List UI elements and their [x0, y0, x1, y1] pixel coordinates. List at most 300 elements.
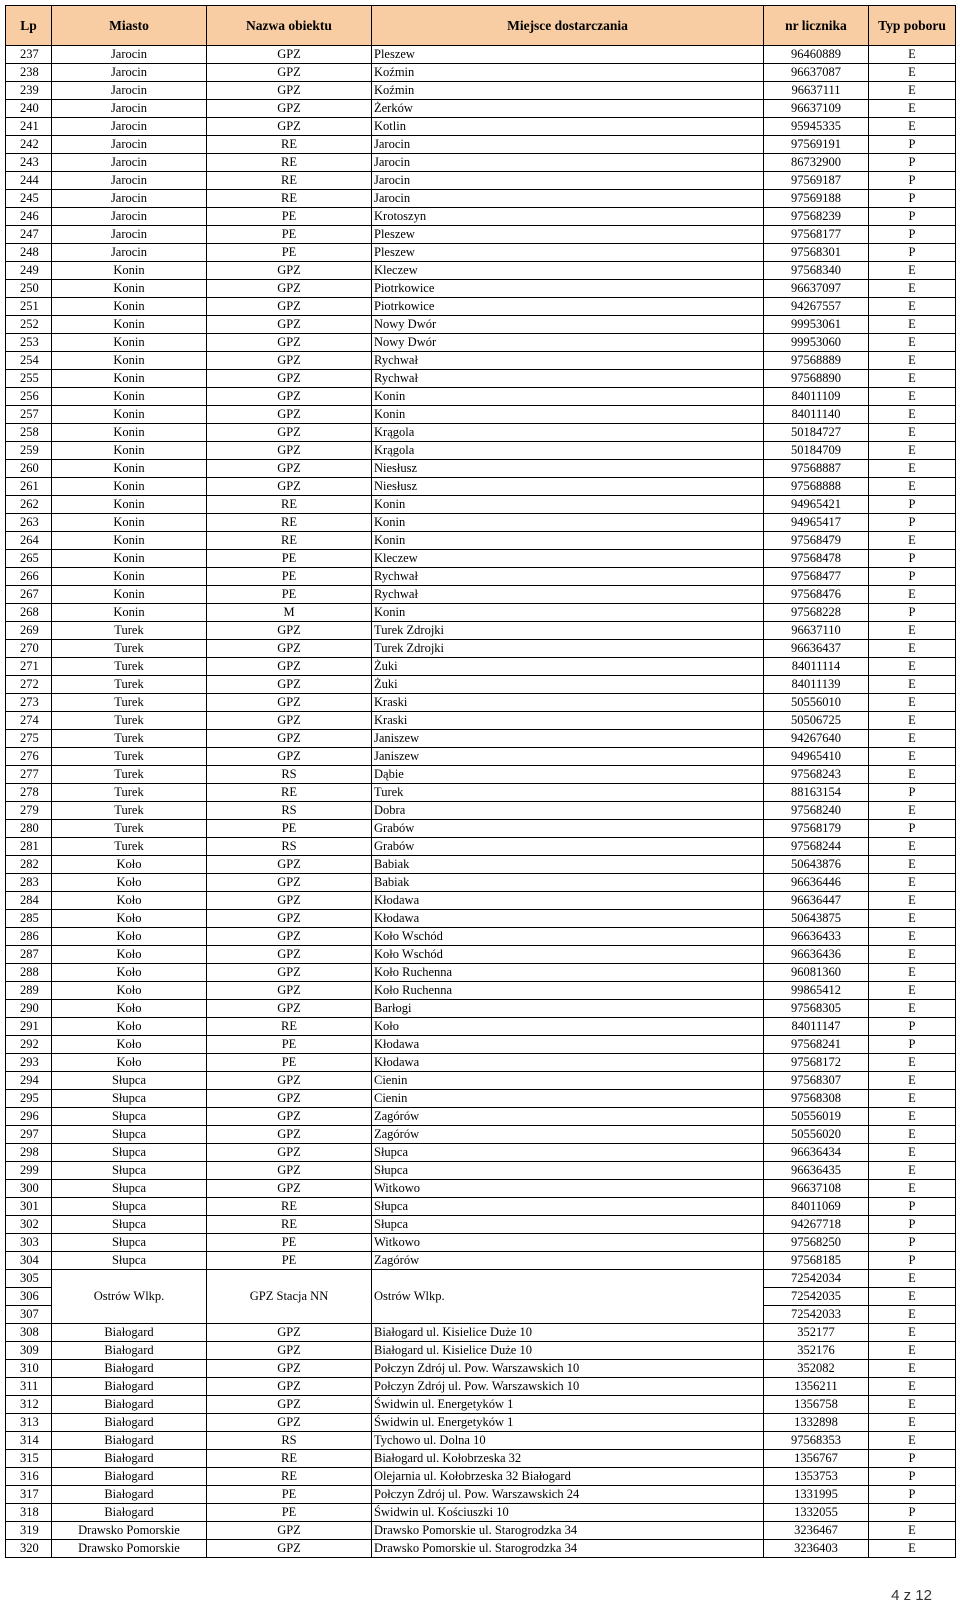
cell-nr-licznika: 97568308 [764, 1090, 869, 1108]
cell-miasto: Konin [52, 280, 207, 298]
cell-lp: 261 [6, 478, 52, 496]
cell-miasto: Słupca [52, 1198, 207, 1216]
cell-typ-poboru: P [869, 568, 956, 586]
cell-nr-licznika: 97568477 [764, 568, 869, 586]
cell-miejsce-dostarczania: Słupca [372, 1198, 764, 1216]
cell-miejsce-dostarczania: Koźmin [372, 82, 764, 100]
cell-nr-licznika: 97568172 [764, 1054, 869, 1072]
cell-lp: 247 [6, 226, 52, 244]
cell-nazwa-obiektu: GPZ [207, 118, 372, 136]
cell-miejsce-dostarczania: Słupca [372, 1216, 764, 1234]
cell-nazwa-obiektu: GPZ [207, 388, 372, 406]
cell-lp: 250 [6, 280, 52, 298]
cell-miejsce-dostarczania: Kłodawa [372, 1054, 764, 1072]
cell-lp: 310 [6, 1360, 52, 1378]
cell-nr-licznika: 97568301 [764, 244, 869, 262]
cell-typ-poboru: E [869, 370, 956, 388]
cell-typ-poboru: E [869, 694, 956, 712]
cell-nr-licznika: 99953061 [764, 316, 869, 334]
table-row [6, 244, 956, 262]
cell-miasto: Słupca [52, 1072, 207, 1090]
table-row [6, 1054, 956, 1072]
cell-miejsce-dostarczania: Żuki [372, 658, 764, 676]
cell-nr-licznika: 97568250 [764, 1234, 869, 1252]
cell-miejsce-dostarczania: Tychowo ul. Dolna 10 [372, 1432, 764, 1450]
cell-miejsce-dostarczania: Piotrkowice [372, 280, 764, 298]
cell-lp: 304 [6, 1252, 52, 1270]
cell-lp: 267 [6, 586, 52, 604]
cell-lp: 312 [6, 1396, 52, 1414]
cell-typ-poboru: E [869, 676, 956, 694]
cell-miasto: Koło [52, 964, 207, 982]
cell-miejsce-dostarczania: Słupca [372, 1162, 764, 1180]
cell-typ-poboru: E [869, 1090, 956, 1108]
cell-miasto: Drawsko Pomorskie [52, 1522, 207, 1540]
cell-miejsce-dostarczania: Rychwał [372, 352, 764, 370]
table-row [6, 370, 956, 388]
cell-miasto: Koło [52, 856, 207, 874]
cell-nr-licznika: 96636435 [764, 1162, 869, 1180]
table-row [6, 118, 956, 136]
header-lp: Lp [6, 6, 52, 46]
cell-miasto: Konin [52, 388, 207, 406]
header-miejsce-dostarczania: Miejsce dostarczania [372, 6, 764, 46]
table-row [6, 460, 956, 478]
table-row [6, 1000, 956, 1018]
cell-nr-licznika: 3236467 [764, 1522, 869, 1540]
cell-typ-poboru: E [869, 1414, 956, 1432]
cell-miejsce-dostarczania: Turek Zdrojki [372, 622, 764, 640]
cell-typ-poboru: P [869, 1018, 956, 1036]
cell-typ-poboru: E [869, 1054, 956, 1072]
table-row [6, 1342, 956, 1360]
cell-miejsce-dostarczania: Pleszew [372, 226, 764, 244]
table-row [6, 694, 956, 712]
cell-typ-poboru: P [869, 1198, 956, 1216]
cell-nazwa-obiektu: PE [207, 1504, 372, 1522]
cell-nazwa-obiektu: GPZ [207, 1342, 372, 1360]
cell-typ-poboru: P [869, 154, 956, 172]
cell-lp: 264 [6, 532, 52, 550]
cell-miejsce-dostarczania: Połczyn Zdrój ul. Pow. Warszawskich 10 [372, 1378, 764, 1396]
table-row [6, 1162, 956, 1180]
table-row [6, 226, 956, 244]
cell-typ-poboru: P [869, 136, 956, 154]
table-row [6, 1360, 956, 1378]
cell-nr-licznika: 50556010 [764, 694, 869, 712]
table-row [6, 766, 956, 784]
cell-typ-poboru: P [869, 514, 956, 532]
cell-miejsce-dostarczania: Koło Ruchenna [372, 982, 764, 1000]
cell-miasto: Turek [52, 820, 207, 838]
table-row [6, 424, 956, 442]
cell-miejsce-dostarczania: Żerków [372, 100, 764, 118]
cell-nazwa-obiektu: PE [207, 244, 372, 262]
cell-nazwa-obiektu: GPZ Stacja NN [207, 1270, 372, 1324]
cell-miejsce-dostarczania: Zagórów [372, 1252, 764, 1270]
table-row [6, 712, 956, 730]
cell-typ-poboru: P [869, 604, 956, 622]
cell-lp: 274 [6, 712, 52, 730]
cell-lp: 287 [6, 946, 52, 964]
cell-miejsce-dostarczania: Olejarnia ul. Kołobrzeska 32 Białogard [372, 1468, 764, 1486]
table-header [6, 6, 956, 46]
cell-lp: 309 [6, 1342, 52, 1360]
table-row [6, 442, 956, 460]
cell-miasto: Białogard [52, 1360, 207, 1378]
cell-miejsce-dostarczania: Janiszew [372, 748, 764, 766]
cell-lp: 286 [6, 928, 52, 946]
cell-nazwa-obiektu: GPZ [207, 964, 372, 982]
cell-nazwa-obiektu: RS [207, 766, 372, 784]
table-row [6, 1270, 956, 1288]
cell-nazwa-obiektu: GPZ [207, 730, 372, 748]
cell-lp: 290 [6, 1000, 52, 1018]
cell-lp: 258 [6, 424, 52, 442]
cell-miejsce-dostarczania: Kraski [372, 712, 764, 730]
cell-miejsce-dostarczania: Nowy Dwór [372, 334, 764, 352]
table-row [6, 946, 956, 964]
cell-lp: 300 [6, 1180, 52, 1198]
cell-nazwa-obiektu: GPZ [207, 1324, 372, 1342]
cell-miasto: Jarocin [52, 208, 207, 226]
cell-nazwa-obiektu: GPZ [207, 856, 372, 874]
table-row [6, 1216, 956, 1234]
table-row [6, 604, 956, 622]
cell-nr-licznika: 1331995 [764, 1486, 869, 1504]
table-row [6, 1018, 956, 1036]
cell-nazwa-obiektu: PE [207, 226, 372, 244]
cell-typ-poboru: E [869, 532, 956, 550]
cell-nr-licznika: 50643876 [764, 856, 869, 874]
cell-lp: 291 [6, 1018, 52, 1036]
cell-miasto: Koło [52, 910, 207, 928]
cell-nazwa-obiektu: GPZ [207, 1180, 372, 1198]
table-row [6, 388, 956, 406]
cell-typ-poboru: E [869, 352, 956, 370]
cell-nazwa-obiektu: GPZ [207, 1360, 372, 1378]
cell-lp: 273 [6, 694, 52, 712]
table-row [6, 1486, 956, 1504]
cell-lp: 282 [6, 856, 52, 874]
table-row [6, 820, 956, 838]
cell-lp: 272 [6, 676, 52, 694]
cell-nr-licznika: 96636434 [764, 1144, 869, 1162]
cell-typ-poboru: E [869, 910, 956, 928]
cell-nazwa-obiektu: GPZ [207, 928, 372, 946]
cell-typ-poboru: P [869, 190, 956, 208]
cell-typ-poboru: E [869, 928, 956, 946]
cell-typ-poboru: P [869, 1468, 956, 1486]
cell-lp: 299 [6, 1162, 52, 1180]
table-row [6, 82, 956, 100]
table-row [6, 406, 956, 424]
cell-nr-licznika: 97568185 [764, 1252, 869, 1270]
cell-miejsce-dostarczania: Połczyn Zdrój ul. Pow. Warszawskich 24 [372, 1486, 764, 1504]
cell-miejsce-dostarczania: Kleczew [372, 550, 764, 568]
cell-nazwa-obiektu: PE [207, 586, 372, 604]
cell-nr-licznika: 96637111 [764, 82, 869, 100]
cell-typ-poboru: P [869, 172, 956, 190]
cell-miasto: Słupca [52, 1216, 207, 1234]
cell-miejsce-dostarczania: Krągola [372, 442, 764, 460]
cell-miasto: Turek [52, 658, 207, 676]
cell-miejsce-dostarczania: Niesłusz [372, 478, 764, 496]
cell-miasto: Jarocin [52, 154, 207, 172]
cell-typ-poboru: P [869, 226, 956, 244]
table-row [6, 1432, 956, 1450]
cell-nr-licznika: 94965410 [764, 748, 869, 766]
cell-miasto: Białogard [52, 1450, 207, 1468]
cell-miejsce-dostarczania: Rychwał [372, 370, 764, 388]
cell-typ-poboru: P [869, 550, 956, 568]
cell-miasto: Konin [52, 478, 207, 496]
cell-typ-poboru: E [869, 1522, 956, 1540]
cell-miasto: Koło [52, 1036, 207, 1054]
cell-typ-poboru: E [869, 1000, 956, 1018]
cell-nr-licznika: 97568244 [764, 838, 869, 856]
cell-miejsce-dostarczania: Witkowo [372, 1180, 764, 1198]
cell-typ-poboru: E [869, 1072, 956, 1090]
cell-nr-licznika: 97568478 [764, 550, 869, 568]
cell-typ-poboru: E [869, 982, 956, 1000]
table-row [6, 136, 956, 154]
cell-miejsce-dostarczania: Kłodawa [372, 1036, 764, 1054]
table-row [6, 964, 956, 982]
cell-nazwa-obiektu: PE [207, 550, 372, 568]
table-row [6, 1378, 956, 1396]
cell-typ-poboru: P [869, 1504, 956, 1522]
table-row [6, 154, 956, 172]
cell-nr-licznika: 96637109 [764, 100, 869, 118]
cell-typ-poboru: E [869, 1144, 956, 1162]
cell-miasto: Turek [52, 676, 207, 694]
table-row [6, 190, 956, 208]
table-row [6, 586, 956, 604]
cell-nazwa-obiektu: GPZ [207, 622, 372, 640]
cell-nazwa-obiektu: GPZ [207, 1396, 372, 1414]
cell-typ-poboru: E [869, 1396, 956, 1414]
cell-lp: 306 [6, 1288, 52, 1306]
cell-miasto: Białogard [52, 1342, 207, 1360]
cell-miejsce-dostarczania: Koło Wschód [372, 928, 764, 946]
cell-lp: 296 [6, 1108, 52, 1126]
cell-nazwa-obiektu: GPZ [207, 1126, 372, 1144]
cell-nr-licznika: 84011114 [764, 658, 869, 676]
cell-nazwa-obiektu: GPZ [207, 712, 372, 730]
cell-miejsce-dostarczania: Konin [372, 406, 764, 424]
cell-nr-licznika: 97569187 [764, 172, 869, 190]
cell-miejsce-dostarczania: Krotoszyn [372, 208, 764, 226]
cell-typ-poboru: E [869, 442, 956, 460]
cell-miasto: Jarocin [52, 244, 207, 262]
cell-nr-licznika: 72542033 [764, 1306, 869, 1324]
cell-nr-licznika: 99953060 [764, 334, 869, 352]
cell-lp: 284 [6, 892, 52, 910]
cell-miasto: Turek [52, 694, 207, 712]
cell-nazwa-obiektu: RE [207, 1216, 372, 1234]
table-row [6, 982, 956, 1000]
cell-miejsce-dostarczania: Rychwał [372, 568, 764, 586]
cell-nr-licznika: 96636437 [764, 640, 869, 658]
cell-lp: 255 [6, 370, 52, 388]
cell-typ-poboru: E [869, 406, 956, 424]
table-row [6, 334, 956, 352]
cell-lp: 293 [6, 1054, 52, 1072]
cell-miasto: Słupca [52, 1162, 207, 1180]
cell-lp: 254 [6, 352, 52, 370]
cell-nr-licznika: 352082 [764, 1360, 869, 1378]
cell-miasto: Koło [52, 1054, 207, 1072]
cell-miasto: Konin [52, 370, 207, 388]
cell-nr-licznika: 97568887 [764, 460, 869, 478]
header-nazwa-obiektu: Nazwa obiektu [207, 6, 372, 46]
cell-miejsce-dostarczania: Jarocin [372, 172, 764, 190]
cell-miasto: Drawsko Pomorskie [52, 1540, 207, 1558]
cell-miasto: Konin [52, 514, 207, 532]
cell-miejsce-dostarczania: Rychwał [372, 586, 764, 604]
cell-typ-poboru: E [869, 1108, 956, 1126]
table-row [6, 1414, 956, 1432]
table-row [6, 316, 956, 334]
table-row [6, 622, 956, 640]
cell-miejsce-dostarczania: Barłogi [372, 1000, 764, 1018]
cell-nazwa-obiektu: RS [207, 838, 372, 856]
cell-nr-licznika: 84011139 [764, 676, 869, 694]
cell-miejsce-dostarczania: Pleszew [372, 244, 764, 262]
table-row [6, 46, 956, 64]
cell-miasto: Białogard [52, 1486, 207, 1504]
cell-typ-poboru: E [869, 280, 956, 298]
table-row [6, 640, 956, 658]
cell-nazwa-obiektu: GPZ [207, 1144, 372, 1162]
cell-miasto: Słupca [52, 1252, 207, 1270]
cell-nazwa-obiektu: PE [207, 208, 372, 226]
cell-nazwa-obiektu: RS [207, 802, 372, 820]
cell-lp: 257 [6, 406, 52, 424]
cell-nazwa-obiektu: GPZ [207, 1072, 372, 1090]
cell-nazwa-obiektu: GPZ [207, 1162, 372, 1180]
cell-typ-poboru: P [869, 1036, 956, 1054]
cell-nazwa-obiektu: RE [207, 784, 372, 802]
cell-lp: 313 [6, 1414, 52, 1432]
cell-nr-licznika: 97569191 [764, 136, 869, 154]
cell-lp: 298 [6, 1144, 52, 1162]
cell-miasto: Koło [52, 982, 207, 1000]
cell-nr-licznika: 72542035 [764, 1288, 869, 1306]
cell-miasto: Słupca [52, 1126, 207, 1144]
cell-lp: 277 [6, 766, 52, 784]
cell-nr-licznika: 94267557 [764, 298, 869, 316]
cell-nr-licznika: 99865412 [764, 982, 869, 1000]
cell-lp: 265 [6, 550, 52, 568]
cell-nazwa-obiektu: GPZ [207, 982, 372, 1000]
cell-lp: 318 [6, 1504, 52, 1522]
cell-miasto: Turek [52, 802, 207, 820]
table-row [6, 802, 956, 820]
cell-nr-licznika: 94965421 [764, 496, 869, 514]
cell-lp: 271 [6, 658, 52, 676]
header-typ-poboru: Typ poboru [869, 6, 956, 46]
cell-lp: 275 [6, 730, 52, 748]
cell-nazwa-obiektu: GPZ [207, 1090, 372, 1108]
table-row [6, 1108, 956, 1126]
cell-miejsce-dostarczania: Świdwin ul. Kościuszki 10 [372, 1504, 764, 1522]
table-row [6, 280, 956, 298]
table-row [6, 784, 956, 802]
cell-nazwa-obiektu: GPZ [207, 460, 372, 478]
cell-lp: 249 [6, 262, 52, 280]
cell-typ-poboru: P [869, 1234, 956, 1252]
table-row [6, 208, 956, 226]
cell-miejsce-dostarczania: Świdwin ul. Energetyków 1 [372, 1414, 764, 1432]
cell-miasto: Koło [52, 946, 207, 964]
table-row [6, 1504, 956, 1522]
cell-nr-licznika: 97568476 [764, 586, 869, 604]
cell-miasto: Białogard [52, 1468, 207, 1486]
table-row [6, 262, 956, 280]
table-body [6, 46, 956, 1270]
cell-miejsce-dostarczania: Kraski [372, 694, 764, 712]
cell-nazwa-obiektu: GPZ [207, 1000, 372, 1018]
cell-miasto: Słupca [52, 1234, 207, 1252]
cell-nazwa-obiektu: PE [207, 1252, 372, 1270]
cell-nr-licznika: 352177 [764, 1324, 869, 1342]
cell-typ-poboru: E [869, 946, 956, 964]
cell-lp: 278 [6, 784, 52, 802]
cell-nr-licznika: 97568177 [764, 226, 869, 244]
cell-nr-licznika: 95945335 [764, 118, 869, 136]
cell-nazwa-obiektu: GPZ [207, 352, 372, 370]
cell-nazwa-obiektu: PE [207, 568, 372, 586]
cell-miasto: Słupca [52, 1090, 207, 1108]
cell-miasto: Koło [52, 892, 207, 910]
cell-lp: 311 [6, 1378, 52, 1396]
cell-miejsce-dostarczania: Krągola [372, 424, 764, 442]
header-miasto: Miasto [52, 6, 207, 46]
cell-typ-poboru: E [869, 424, 956, 442]
cell-typ-poboru: E [869, 802, 956, 820]
cell-nazwa-obiektu: RE [207, 1450, 372, 1468]
cell-nazwa-obiektu: RS [207, 1432, 372, 1450]
cell-typ-poboru: E [869, 460, 956, 478]
cell-miasto: Koło [52, 1000, 207, 1018]
cell-nazwa-obiektu: GPZ [207, 1108, 372, 1126]
cell-nr-licznika: 1353753 [764, 1468, 869, 1486]
cell-miejsce-dostarczania: Kotlin [372, 118, 764, 136]
cell-typ-poboru: P [869, 1252, 956, 1270]
cell-lp: 268 [6, 604, 52, 622]
cell-lp: 259 [6, 442, 52, 460]
table-row [6, 64, 956, 82]
cell-miasto: Białogard [52, 1378, 207, 1396]
meters-table [5, 5, 956, 1558]
cell-miasto: Słupca [52, 1108, 207, 1126]
cell-lp: 256 [6, 388, 52, 406]
cell-lp: 248 [6, 244, 52, 262]
cell-typ-poboru: E [869, 730, 956, 748]
cell-lp: 288 [6, 964, 52, 982]
cell-nazwa-obiektu: RE [207, 136, 372, 154]
cell-nazwa-obiektu: RE [207, 190, 372, 208]
cell-typ-poboru: E [869, 1270, 956, 1288]
cell-nazwa-obiektu: GPZ [207, 424, 372, 442]
cell-lp: 276 [6, 748, 52, 766]
cell-typ-poboru: E [869, 1378, 956, 1396]
cell-nazwa-obiektu: RE [207, 514, 372, 532]
cell-typ-poboru: E [869, 658, 956, 676]
table-row [6, 658, 956, 676]
